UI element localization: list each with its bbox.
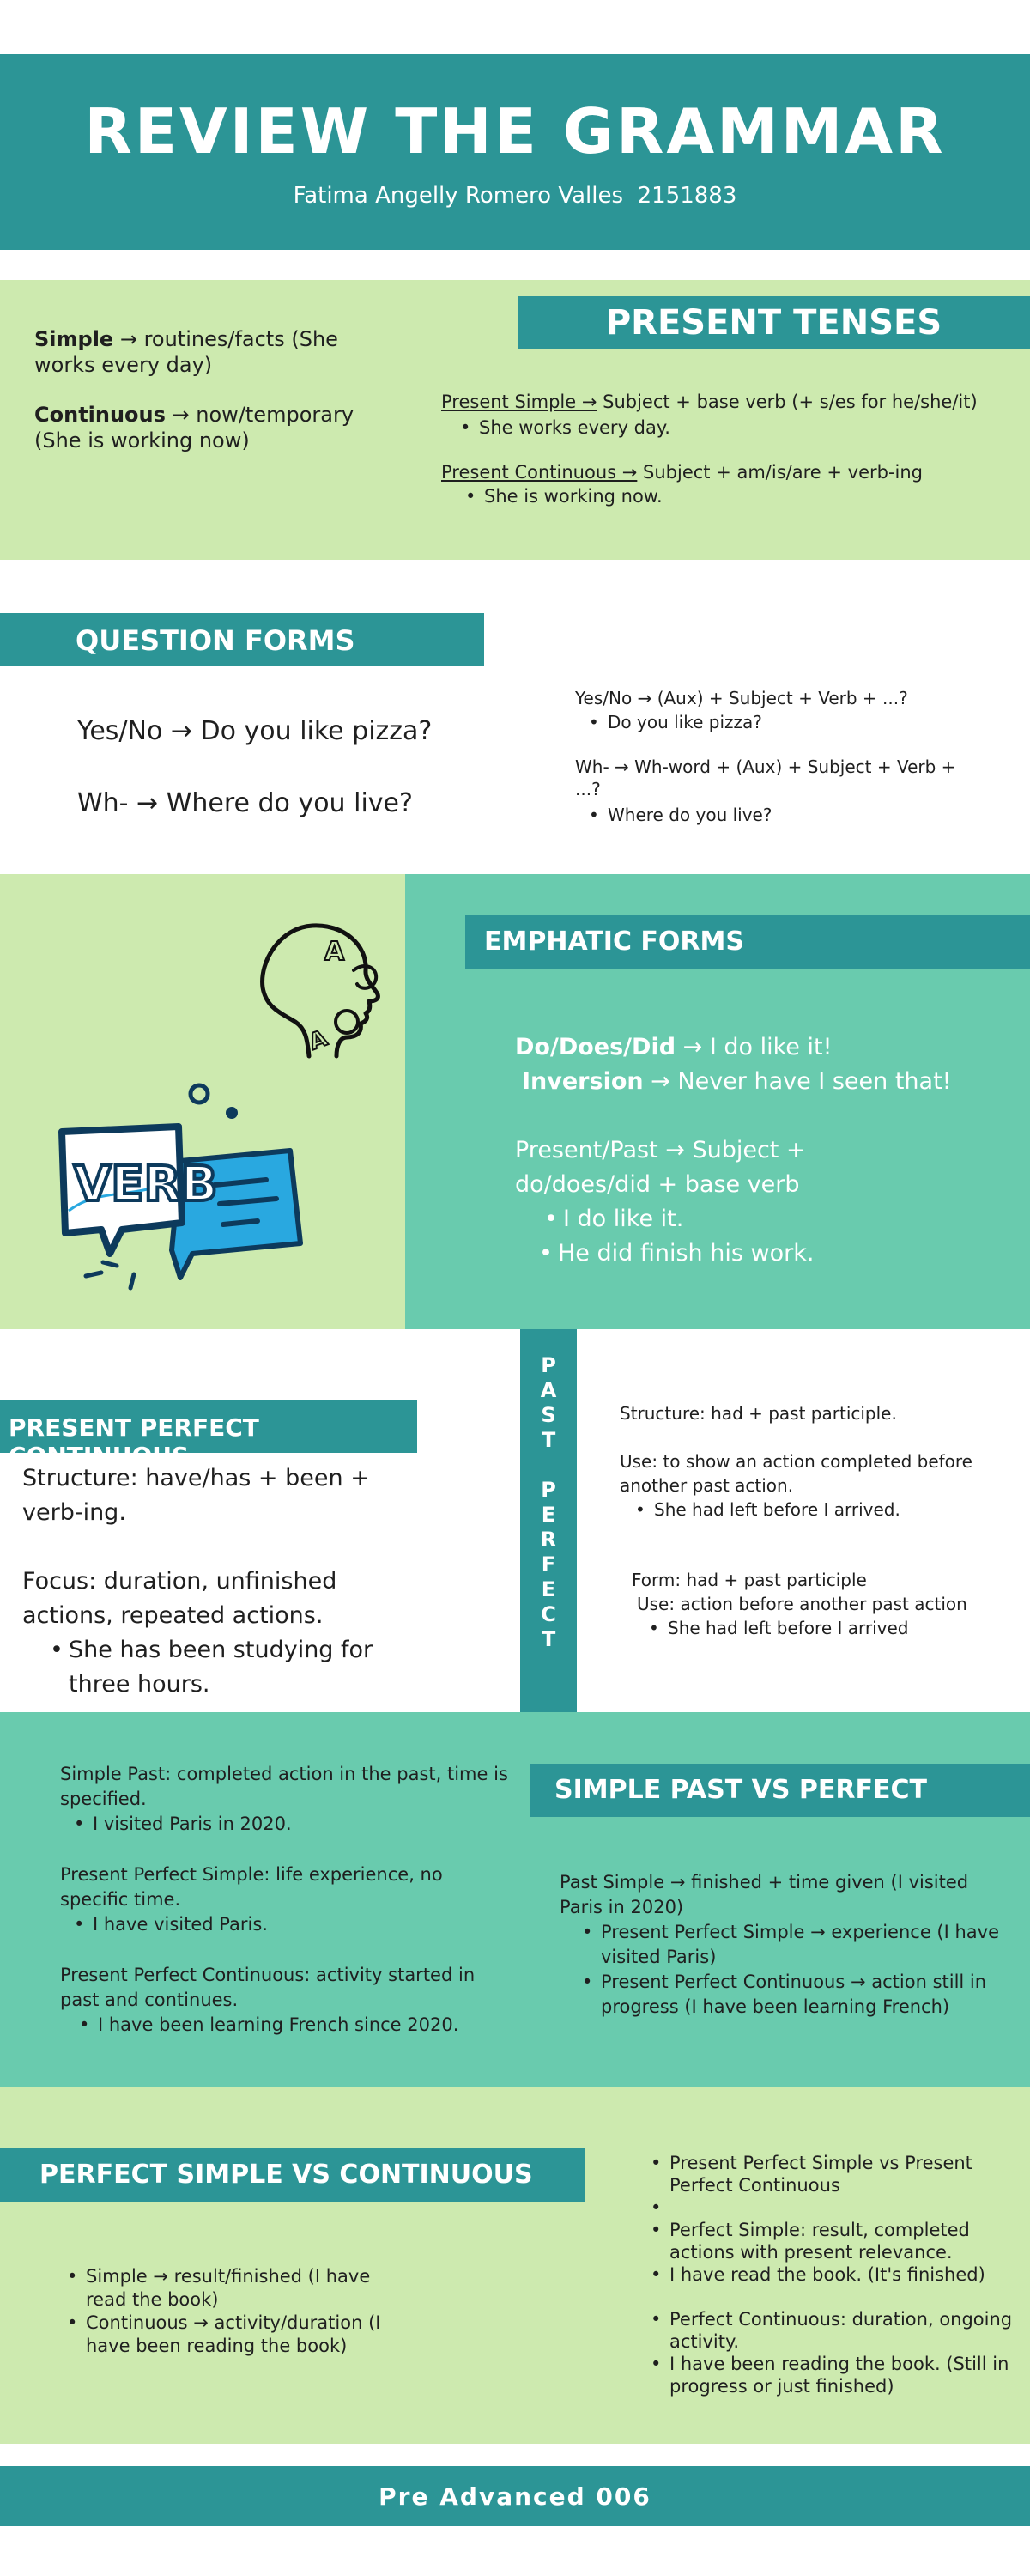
yesno-rule: Yes/No → (Aux) + Subject + Verb + ...?	[575, 688, 908, 708]
emphatic-line-do: Do/Does/Did → I do like it!	[515, 1034, 833, 1060]
psc-right-bullet-4: • I have read the book. (It's finished)	[670, 2263, 1013, 2286]
verb-label: VERB	[74, 1157, 218, 1212]
verb-bubble-icon	[52, 1082, 309, 1305]
ppc-structure: Structure: have/has + been + verb-ing.	[22, 1465, 370, 1526]
sp-item-2-example: • I have visited Paris.	[93, 1912, 515, 1937]
psc-heading-bar	[0, 2148, 585, 2202]
question-forms-heading: QUESTION FORMS	[76, 624, 355, 657]
present-tenses-heading-bar	[518, 296, 1030, 349]
wh-rule: Wh- → Wh-word + (Aux) + Subject + Verb + ...?	[575, 756, 956, 799]
wh-example: • Where do you live?	[608, 804, 978, 826]
question-forms-examples	[77, 716, 432, 819]
emphatic-forms-heading-bar	[465, 915, 1030, 969]
psc-right-bullet-3: • Perfect Simple: result, completed actions with present relevance.	[670, 2219, 1013, 2263]
past-perfect-vertical-bar	[520, 1329, 577, 1712]
ppc-heading-bar	[0, 1400, 417, 1470]
speech-letters-icon	[306, 936, 386, 1056]
present-tenses-rules	[441, 391, 991, 507]
question-example-yesno: Yes/No → Do you like pizza?	[77, 716, 433, 746]
simple-past-vs-perfect-heading-bar	[530, 1764, 1030, 1817]
simple-past-vs-perfect-list	[60, 1762, 515, 2038]
emphatic-forms-body	[515, 1030, 996, 1271]
svg-text:A: A	[306, 1025, 331, 1056]
past-perfect-structure: Structure: had + past participle.	[620, 1403, 897, 1424]
present-continuous-rule: Present Continuous → Subject + am/is/are + verb-ing	[441, 462, 924, 483]
sp-item-2-text: Present Perfect Simple: life experience, no specific time.	[60, 1864, 443, 1910]
emphatic-example-2: • He did finish his work.	[558, 1236, 996, 1271]
ppc-example: • She has been studying for three hours.	[69, 1633, 383, 1702]
summary-simple: Simple → routines/facts (She works every day)	[34, 327, 338, 377]
author-line: Fatima Angelly Romero Valles 2151883	[293, 183, 737, 209]
emphatic-example-1: • I do like it.	[563, 1202, 996, 1236]
sp-item-3-text: Present Perfect Continuous: activity started in past and continues.	[60, 1965, 476, 2010]
sp-summary-intro: Past Simple → finished + time given (I visited Paris in 2020)	[560, 1872, 969, 1917]
sp-item-1-example: • I visited Paris in 2020.	[93, 1812, 515, 1837]
header-banner	[0, 54, 1030, 250]
footer-text: Pre Advanced 006	[379, 2482, 651, 2511]
ppc-body	[22, 1461, 383, 1702]
past-perfect-form: Form: had + past participle	[632, 1570, 867, 1590]
present-tenses-heading: PRESENT TENSES	[605, 303, 942, 343]
page-title: REVIEW THE GRAMMAR	[84, 95, 946, 167]
question-forms-rules	[575, 687, 978, 826]
emphatic-forms-heading: EMPHATIC FORMS	[484, 927, 744, 957]
past-perfect-use: Use: to show an action completed before another past action.	[620, 1451, 972, 1496]
simple-past-vs-perfect-summary	[560, 1870, 1006, 2020]
sp-item-1-text: Simple Past: completed action in the past, time is specified.	[60, 1764, 508, 1809]
sp-summary-bullet-2: • Present Perfect Continuous → action still in progress (I have been learning French)	[601, 1970, 1006, 2020]
svg-text:A: A	[324, 937, 345, 967]
psc-right-bullet-1: • Present Perfect Simple vs Present Perfect Continuous	[670, 2152, 1013, 2196]
past-perfect-example-1: • She had left before I arrived.	[654, 1498, 997, 1522]
simple-past-vs-perfect-heading: SIMPLE PAST VS PERFECT	[554, 1775, 927, 1805]
sp-item-3-example: • I have been learning French since 2020.	[98, 2013, 515, 2038]
psc-right-bullet-5: • Perfect Continuous: duration, ongoing activity.	[670, 2308, 1013, 2353]
psc-heading: PERFECT SIMPLE VS CONTINUOUS	[39, 2160, 533, 2190]
emphatic-rule: Present/Past → Subject + do/does/did + base verb	[515, 1137, 806, 1198]
question-example-wh: Wh- → Where do you live?	[77, 788, 413, 818]
past-perfect-vertical-label: P A S T P E R F E C T	[540, 1353, 557, 1651]
yesno-example: • Do you like pizza?	[608, 711, 978, 733]
psc-left-list	[86, 2265, 412, 2358]
psc-right-bullet-empty	[670, 2196, 1013, 2219]
psc-right-bullet-6: • I have been reading the book. (Still in progress or just finished)	[670, 2353, 1013, 2397]
past-perfect-example-2: • She had left before I arrived	[668, 1616, 997, 1640]
psc-left-bullet-1: • Simple → result/finished (I have read the book)	[86, 2265, 412, 2312]
psc-right-list	[670, 2152, 1013, 2397]
past-perfect-body	[620, 1401, 997, 1640]
present-simple-example: • She works every day.	[479, 416, 991, 439]
present-tenses-summary	[34, 326, 360, 453]
ppc-heading: PRESENT PERFECT CONTINUOUS	[9, 1413, 259, 1470]
footer-bar	[0, 2466, 1030, 2526]
summary-continuous: Continuous → now/temporary (She is working now)	[34, 403, 354, 453]
past-perfect-use-2: Use: action before another past action	[637, 1594, 967, 1614]
sp-summary-bullet-1: • Present Perfect Simple → experience (I have visited Paris)	[601, 1920, 1006, 1970]
emphatic-line-inversion: Inversion → Never have I seen that!	[522, 1068, 952, 1095]
ppc-focus: Focus: duration, unfinished actions, repeated actions.	[22, 1568, 337, 1629]
present-simple-rule: Present Simple → Subject + base verb (+ s/es for he/she/it)	[441, 392, 978, 412]
question-forms-heading-bar	[0, 613, 484, 666]
psc-left-bullet-2: • Continuous → activity/duration (I have been reading the book)	[86, 2312, 412, 2358]
present-continuous-example: • She is working now.	[484, 485, 991, 507]
